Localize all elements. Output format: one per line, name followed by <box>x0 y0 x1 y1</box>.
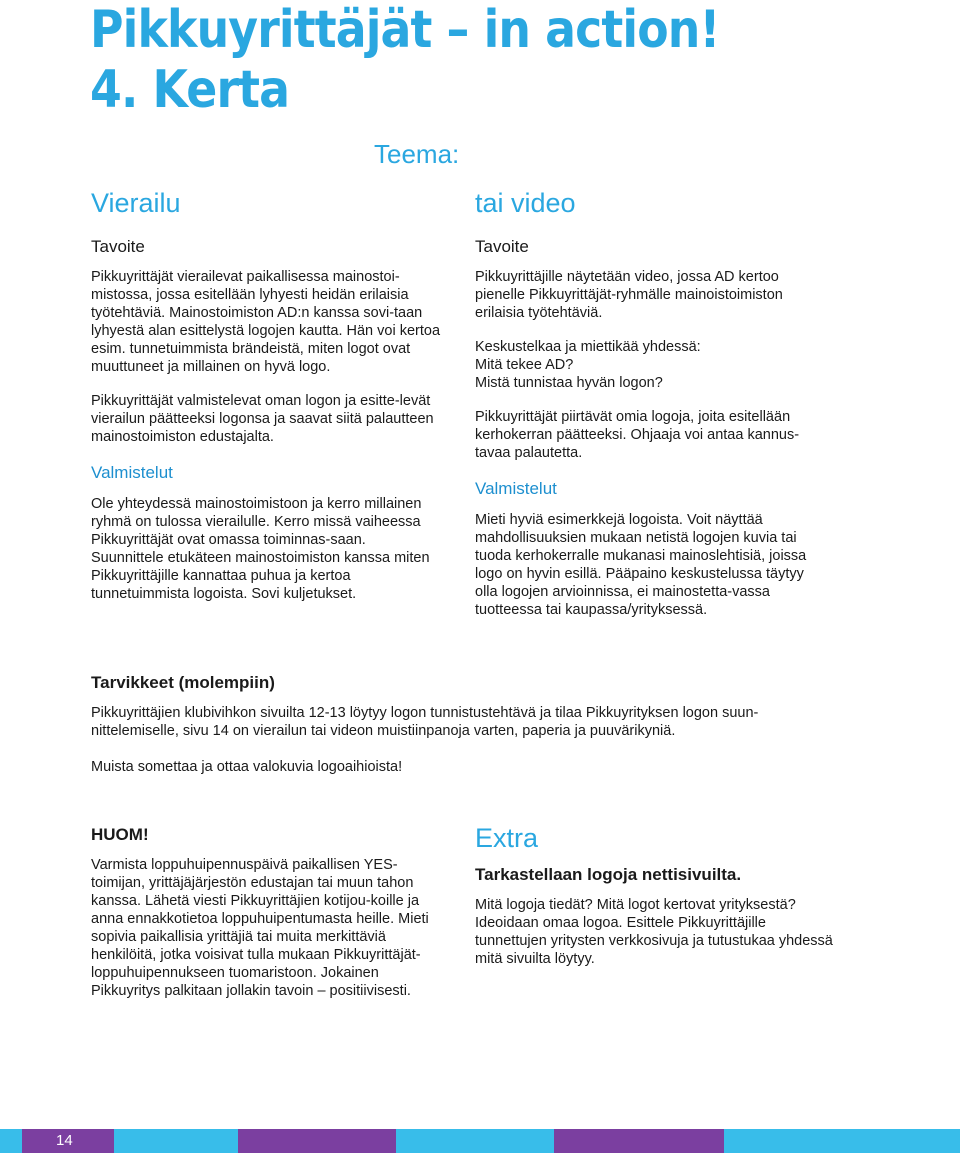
footer-segment <box>0 1129 22 1153</box>
visit-column <box>91 187 441 619</box>
footer-segment <box>114 1129 238 1153</box>
footer-segment <box>238 1129 396 1153</box>
notice-text: Varmista loppuhuipennuspäivä paikallisen YES-toimijan, yrittäjäjärjestön edustajan tai muun tahon kanssa. Lähetä viesti Pikkuyrittäjien kotijou-koille ja anna ennakkotietoa loppuhuipentumasta heille. Mieti sopivia paikallisia yrittäjiä tai muita merkittäviä henkilöitä, jotka voisivat tulla mukaan Pikkuyrittäjät-loppuhuipennukseen tuomaristoon. Jokainen Pikkuyritys palkitaan jollakin tavoin – positiivisesti. <box>91 857 429 1000</box>
notice-heading: HUOM! <box>91 825 149 844</box>
video-prep-text: Mieti hyviä esimerkkejä logoista. Voit näyttää mahdollisuuksien mukaan netistä logojen kuvia tai tuoda kerhokerralle mukanasi mainoslehtisiä, joissa logo on hyvin esillä. Pääpaino keskustelussa täytyy olla logojen arvioinnissa, ei mainostetta-vassa tuotteessa tai kaupassa/yrityksessä. <box>475 511 807 618</box>
footer-segment <box>396 1129 554 1153</box>
footer-segment <box>554 1129 724 1153</box>
page-title-line1: Pikkuyrittäjät – in action! <box>90 0 720 60</box>
video-goals-text: Pikkuyrittäjille näytetään video, jossa AD kertoo pienelle Pikkuyrittäjät-ryhmälle mainoistoimiston erilaisia työtehtäviä. <box>475 269 783 322</box>
extra-heading: Extra <box>475 823 539 853</box>
video-goals-text-2: Pikkuyrittäjät piirtävät omia logoja, joita esitellään kerhokerran päätteeksi. Ohjaaja voi antaa kannus-tavaa palautetta. <box>475 409 800 462</box>
discussion-question-1: Mitä tekee AD? <box>475 357 574 374</box>
discussion-intro: Keskustelkaa ja miettikää yhdessä: <box>475 339 701 356</box>
extra-subheading: Tarkastellaan logoja nettisivuilta. <box>475 865 742 885</box>
video-heading: tai video <box>475 188 576 218</box>
extra-text: Mitä logoja tiedät? Mitä logot kertovat yrityksestä? Ideoidaan omaa logoa. Esittele Pikkuyrittäjille tunnettujen yritysten verkkosivuja ja tutustukaa yhdessä mitä sivuilta löytyy. <box>475 897 833 968</box>
video-column <box>475 187 825 635</box>
notice-section <box>91 824 441 1016</box>
video-goals-heading: Tavoite <box>475 237 529 257</box>
visit-goals-text-2: Pikkuyrittäjät valmistelevat oman logon ja esitte-levät vierailun päätteeksi logonsa ja saavat siitä palautteen mainostoimiston edustajalta. <box>91 393 434 446</box>
footer-segment <box>724 1129 960 1153</box>
theme-label: Teema: <box>374 139 460 169</box>
visit-prep-text: Ole yhteydessä mainostoimistoon ja kerro millainen ryhmä on tulossa vierailulle. Kerro missä vaiheessa Pikkuyrittäjät ovat omassa toiminnas-saan. Suunnittele etukäteen mainostoimiston kanssa miten Pikkuyrittäjille kannattaa puhua ja kertoa tunnetuimmista logoista. Sovi kuljetukset. <box>91 495 430 602</box>
supplies-text: Pikkuyrittäjien klubivihkon sivuilta 12-13 löytyy logon tunnistustehtävä ja tilaa Pikkuyrityksen logon suun-nittelemiselle, sivu 14 on vierailun tai videon muistiinpanoja varten, paperia ja puuvärikyniä. <box>91 705 759 740</box>
visit-goals-text: Pikkuyrittäjät vierailevat paikallisessa mainostoi-mistossa, jossa esitellään lyhyesti heidän erilaisia työtehtäviä. Mainostoimiston AD:n kanssa sovi-taan lyhyestä alan esittelystä logojen kautta. Hän voi kertoa esim. tunnetuimmista brändeistä, miten logot ovat muuttuneet ja millainen on hyvä logo. <box>91 269 441 376</box>
visit-prep-heading: Valmistelut <box>91 463 173 483</box>
visit-heading: Vierailu <box>91 188 181 218</box>
page-number: 14 <box>56 1132 73 1149</box>
video-discussion <box>475 338 825 392</box>
extra-section <box>475 822 835 984</box>
supplies-section <box>91 672 831 794</box>
supplies-reminder: Muista somettaa ja ottaa valokuvia logoaihioista! <box>91 759 403 776</box>
visit-goals-heading: Tavoite <box>91 237 145 257</box>
video-prep-heading: Valmistelut <box>475 479 557 499</box>
footer-color-bar <box>0 1129 960 1153</box>
page-title-line2: 4. Kerta <box>90 60 290 120</box>
discussion-question-2: Mistä tunnistaa hyvän logon? <box>475 375 663 392</box>
supplies-heading: Tarvikkeet (molempiin) <box>91 673 275 692</box>
